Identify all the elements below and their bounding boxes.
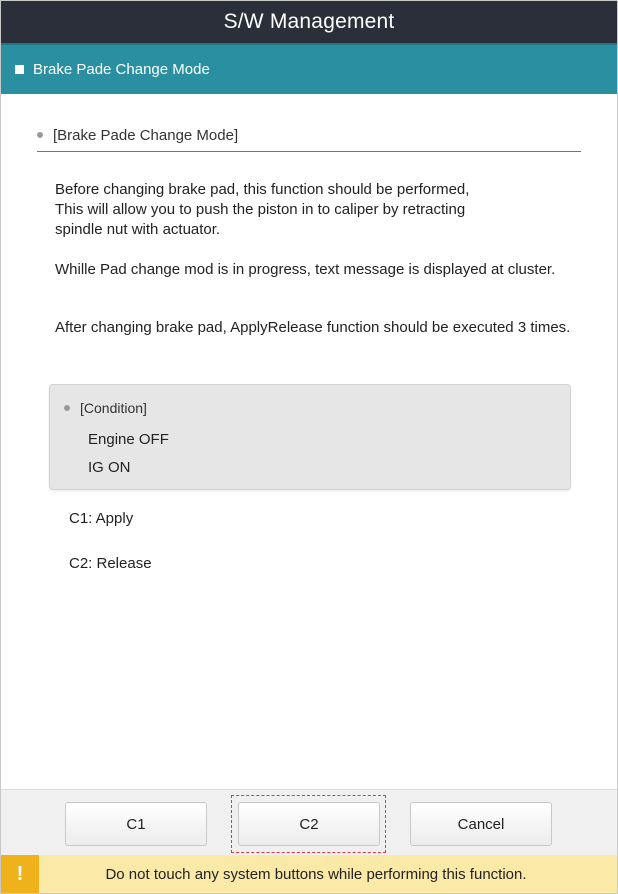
condition-item: IG ON [88,459,131,476]
description-paragraph-2: Whille Pad change mod is in progress, text message is displayed at cluster. [55,261,556,278]
description-line: This will allow you to push the piston in to caliper by retracting [55,201,466,218]
c2-button[interactable]: C2 [238,802,380,846]
description-line: spindle nut with actuator. [55,221,221,238]
command-c1-description: C1: Apply [69,510,134,527]
condition-header [64,400,147,416]
mode-bar [1,43,617,94]
c1-button[interactable]: C1 [65,802,207,846]
warning-message: Do not touch any system buttons while performing this function. [105,865,527,883]
condition-panel [49,384,571,490]
square-bullet-icon [15,65,24,74]
cancel-button[interactable]: Cancel [410,802,552,846]
warning-bar [1,855,617,893]
description-line: Before changing brake pad, this function should be performed, [55,181,470,198]
window-title: S/W Management [1,1,617,43]
bullet-icon [37,132,43,138]
condition-title: [Condition] [80,400,147,416]
description-paragraph-3: After changing brake pad, ApplyRelease function should be executed 3 times. [55,319,571,336]
section-title: [Brake Pade Change Mode] [53,126,239,144]
exclamation-icon: ! [1,855,39,893]
condition-item: Engine OFF [88,431,169,448]
mode-bar-label: Brake Pade Change Mode [33,61,210,78]
bullet-icon [64,405,70,411]
command-c2-description: C2: Release [69,555,152,572]
button-bar [1,789,617,856]
description-paragraph-1 [55,180,469,240]
section-header [37,119,581,152]
